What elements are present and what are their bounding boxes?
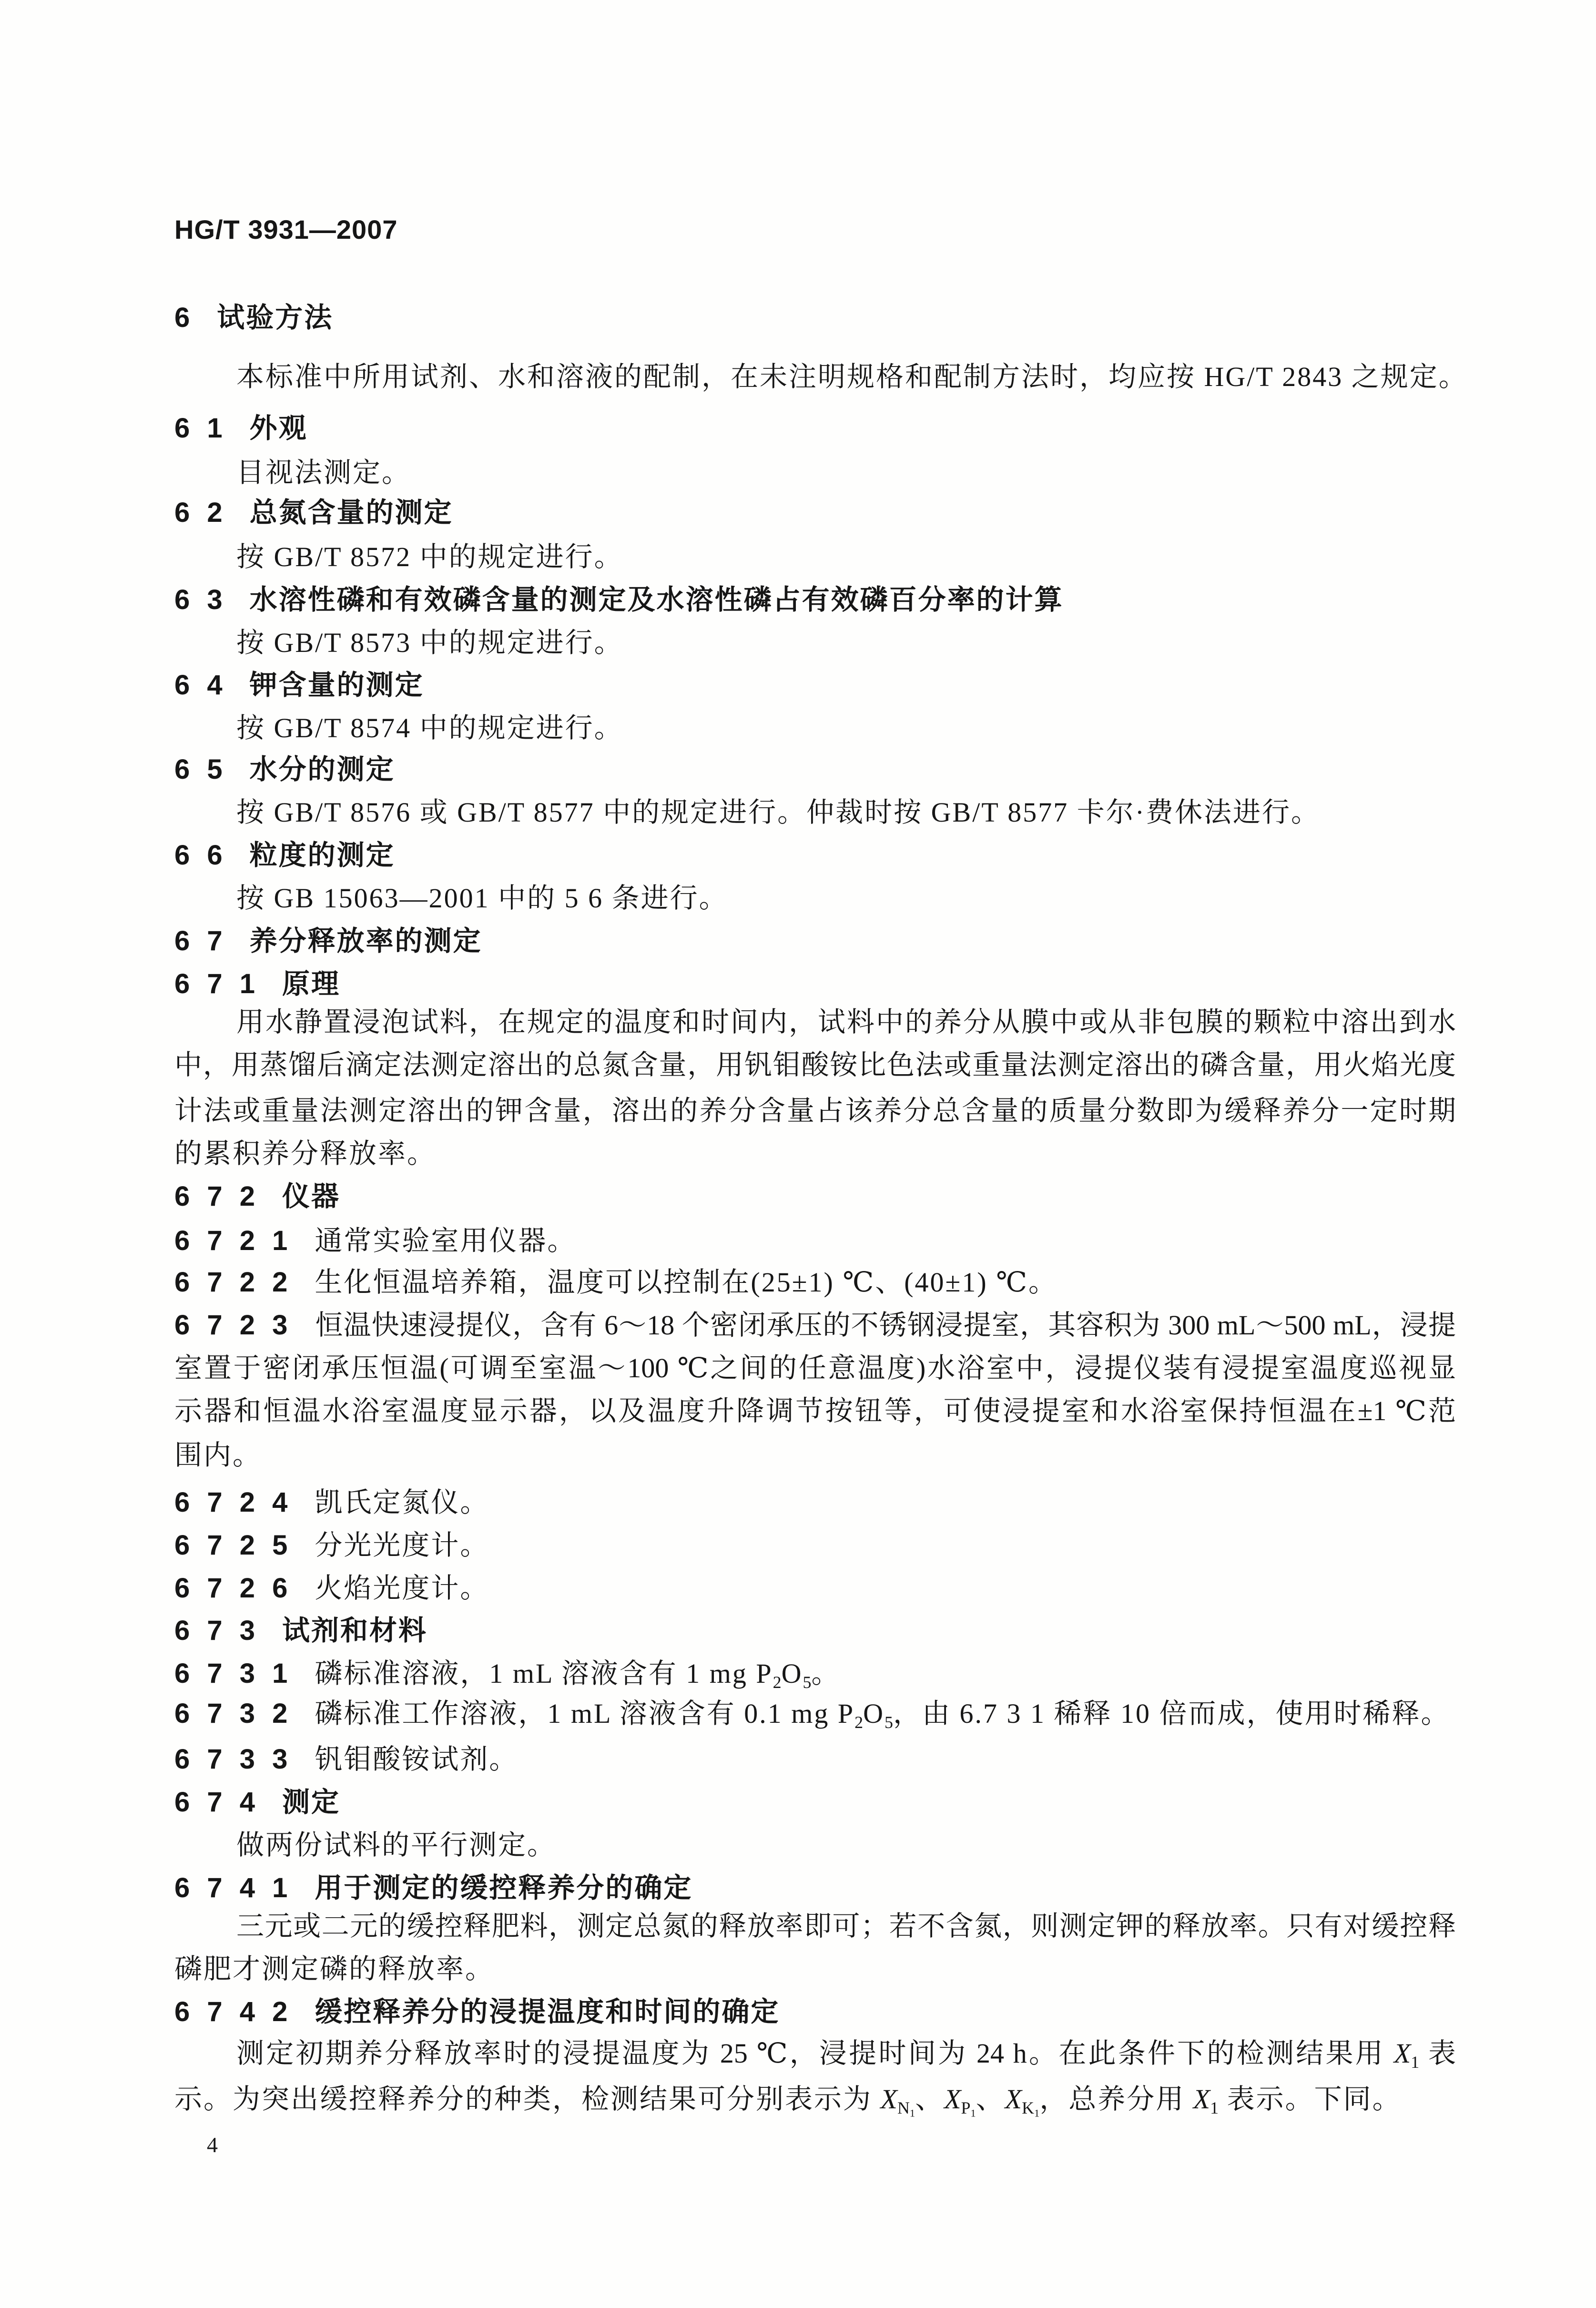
clause-6-7-2-2-text: 生化恒温培养箱，温度可以控制在(25±1) ℃、(40±1) ℃。 [315,1267,1058,1298]
clause-6-4-title: 钾含量的测定 [249,670,424,701]
clause-6-5-heading [174,753,395,786]
clause-6-7-2-heading [174,1180,340,1213]
variable-x: X [880,2084,897,2115]
page-number: 4 [207,2133,218,2157]
clause-6-5-body: 按 GB/T 8576 或 GB/T 8577 中的规定进行。仲裁时按 GB/T 8577 卡尔·费休法进行。 [236,797,1321,828]
formula-subscript: 5 [884,1712,893,1732]
variable-subscript-k1 [1022,2098,1039,2117]
clause-6-7-2-3-text: 恒温快速浸提仪，含有 6～18 个密闭承压的不锈钢浸提室，其容积为 300 mL～500 mL，浸提 [315,1310,1456,1341]
clause-6-7-4-2-text: 测定初期养分释放率时的浸提温度为 25 ℃，浸提时间为 24 h。在此条件下的检测结果用 [236,2038,1394,2069]
clause-6-7-2-6-text: 火焰光度计。 [315,1573,489,1604]
clause-6-7-2-3-line: 室置于密闭承压恒温(可调至室温～100 ℃之间的任意温度)水浴室中，浸提仪装有浸提室温度巡视显 [174,1352,1456,1383]
clause-6-7-2-6 [174,1572,489,1605]
clause-6-7-2-3-number: 6 7 2 3 [174,1310,293,1341]
clause-6-5-number: 6 5 [174,754,227,785]
clause-6-7-4-body: 做两份试料的平行测定。 [236,1830,557,1861]
clause-6-1-heading [174,412,308,445]
clause-6-2-number: 6 2 [174,497,227,528]
clause-6-2-title: 总氮含量的测定 [249,497,453,528]
clause-6-7-3-1 [174,1657,841,1690]
clause-6-3-title: 水溶性磷和有效磷含量的测定及水溶性磷占有效磷百分率的计算 [249,584,1064,615]
clause-6-4-heading [174,669,424,702]
clause-6-3-heading [174,583,1064,617]
clause-6-7-number: 6 7 [174,925,227,956]
formula-subscript: 2 [773,1672,782,1692]
clause-6-7-2-3-line: 围内。 [174,1440,262,1471]
clause-6-7-1-heading [174,967,340,1001]
clause-6-7-4-1-line: 磷肥才测定磷的释放率。 [174,1953,495,1984]
clause-6-7-2-4-text: 凯氏定氮仪。 [315,1487,489,1518]
clause-6-6-title: 粒度的测定 [249,840,395,871]
clause-6-7-3-heading [174,1614,427,1647]
formula-subscript: 2 [854,1712,864,1732]
clause-6-7-3-2 [174,1697,1450,1730]
variable-subscript-n1 [897,2098,915,2117]
subscript-index: 1 [909,2107,915,2119]
clause-6-7-2-6-number: 6 7 2 6 [174,1573,293,1604]
separator: 、 [976,2084,1005,2115]
clause-6-7-4-number: 6 7 4 [174,1787,260,1818]
clause-6-7-2-2-number: 6 7 2 2 [174,1267,293,1298]
clause-6-7-4-1-number: 6 7 4 1 [174,1872,293,1903]
clause-6-2-body: 按 GB/T 8572 中的规定进行。 [236,541,623,572]
subscript-index: 1 [970,2107,976,2119]
subscript-letter: N [897,2098,910,2117]
clause-6-1-title: 外观 [249,413,308,444]
clause-6-7-1-line: 的累积养分释放率。 [174,1138,437,1169]
variable-x: X [944,2084,961,2115]
clause-6-7-2-2 [174,1266,1057,1299]
variable-subscript: 1 [1411,2052,1420,2072]
clause-6-7-2-5-number: 6 7 2 5 [174,1530,293,1561]
clause-6-7-1-line: 用水静置浸泡试料，在规定的温度和时间内，试料中的养分从膜中或从非包膜的颗粒中溶出到水 [236,1007,1456,1037]
clause-6-7-3-3-text: 钒钼酸铵试剂。 [315,1744,518,1775]
clause-6-7-4-1-line: 三元或二元的缓控释肥料，测定总氮的释放率即可；若不含氮，则测定钾的释放率。只有对缓控释 [236,1911,1456,1942]
separator: 、 [915,2084,945,2115]
clause-6-7-2-1-number: 6 7 2 1 [174,1225,293,1256]
clause-6-3-body: 按 GB/T 8573 中的规定进行。 [236,627,623,658]
clause-6-7-4-2-text: ，总养分用 [1039,2084,1193,2115]
clause-6-7-2-1 [174,1224,576,1258]
clause-6-7-4-1-heading [174,1871,692,1905]
variable-subscript-p1 [961,2098,976,2117]
clause-6-7-4-title: 测定 [282,1787,341,1818]
clause-6-7-3-1-text: 磷标准溶液，1 mL 溶液含有 1 mg P [315,1658,773,1689]
variable-x: X [1193,2084,1210,2115]
clause-6-7-2-number: 6 7 2 [174,1181,260,1212]
clause-6-6-heading [174,839,395,872]
clause-6-4-body: 按 GB/T 8574 中的规定进行。 [236,712,623,743]
clause-6-7-3-1-number: 6 7 3 1 [174,1658,293,1689]
clause-6-7-2-4-number: 6 7 2 4 [174,1487,293,1518]
clause-6-7-heading [174,925,482,958]
clause-6-7-4-2-text: 示。为突出缓控释养分的种类，检测结果可分别表示为 [174,2084,881,2115]
clause-6-3-number: 6 3 [174,584,227,615]
clause-6-7-title: 养分释放率的测定 [249,925,482,956]
clause-6-6-body: 按 GB 15063—2001 中的 5 6 条进行。 [236,883,728,914]
clause-6-7-3-2-text: 磷标准工作溶液，1 mL 溶液含有 0.1 mg P [315,1698,855,1729]
clause-6-7-3-1-tail: 。 [811,1658,841,1689]
clause-6-7-2-5-text: 分光光度计。 [315,1530,489,1561]
section-6-intro: 本标准中所用试剂、水和溶液的配制，在未注明规格和配制方法时，均应按 HG/T 2843 之规定。 [236,361,1468,392]
clause-6-1-body: 目视法测定。 [236,457,411,488]
clause-6-7-3-3 [174,1743,518,1776]
clause-6-6-number: 6 6 [174,840,227,871]
clause-6-7-2-1-text: 通常实验室用仪器。 [315,1225,577,1256]
clause-6-7-1-title: 原理 [282,968,341,999]
subscript-letter: P [961,2098,971,2117]
clause-6-7-2-5 [174,1529,489,1562]
variable-subscript: 1 [1210,2098,1219,2117]
section-6-number: 6 [174,302,195,333]
clause-6-7-4-heading [174,1786,340,1819]
clause-6-1-number: 6 1 [174,413,227,444]
clause-6-7-1-number: 6 7 1 [174,968,260,999]
clause-6-7-2-title: 仪器 [282,1181,341,1212]
clause-6-7-1-line: 中，用蒸馏后滴定法测定溶出的总氮含量，用钒钼酸铵比色法或重量法测定溶出的磷含量，用火焰光度 [174,1049,1456,1080]
clause-6-7-3-number: 6 7 3 [174,1615,260,1646]
clause-6-7-4-2-number: 6 7 4 2 [174,1996,293,2027]
clause-6-2-heading [174,496,453,529]
variable-x: X [1005,2084,1022,2115]
clause-6-7-3-2-number: 6 7 3 2 [174,1698,293,1729]
clause-6-4-number: 6 4 [174,670,227,701]
formula-part: O [863,1698,885,1729]
clause-6-7-1-line: 计法或重量法测定溶出的钾含量，溶出的养分含量占该养分总含量的质量分数即为缓释养分一定时期 [174,1095,1456,1126]
clause-6-7-4-2-line [236,2037,1456,2070]
clause-6-7-3-3-number: 6 7 3 3 [174,1744,293,1775]
clause-6-7-2-4 [174,1486,489,1519]
subscript-index: 1 [1034,2107,1040,2119]
section-6-title: 试验方法 [217,302,334,333]
clause-6-7-4-2-text: 表示。下同。 [1219,2084,1402,2115]
clause-6-7-4-1-title: 用于测定的缓控释养分的确定 [315,1872,693,1903]
section-6-heading [174,301,333,335]
clause-6-7-4-2-heading [174,1995,780,2029]
clause-6-7-3-2-tail: ，由 6.7 3 1 稀释 10 倍而成，使用时稀释。 [893,1698,1450,1729]
variable-x: X [1393,2038,1411,2069]
formula-part: O [781,1658,803,1689]
clause-6-7-3-title: 试剂和材料 [282,1615,428,1646]
clause-6-7-4-2-line [174,2083,1402,2119]
clause-6-7-2-3-line: 示器和恒温水浴室温度显示器，以及温度升降调节按钮等，可使浸提室和水浴室保持恒温在±1 ℃范 [174,1395,1456,1426]
clause-6-5-title: 水分的测定 [249,754,395,785]
clause-6-7-4-2-text: 表 [1419,2038,1456,2069]
formula-subscript: 5 [803,1672,812,1692]
clause-6-7-4-2-title: 缓控释养分的浸提温度和时间的确定 [315,1996,780,2027]
standard-code: HG/T 3931—2007 [174,214,398,244]
clause-6-7-2-3 [174,1309,1456,1342]
subscript-letter: K [1022,2098,1035,2117]
